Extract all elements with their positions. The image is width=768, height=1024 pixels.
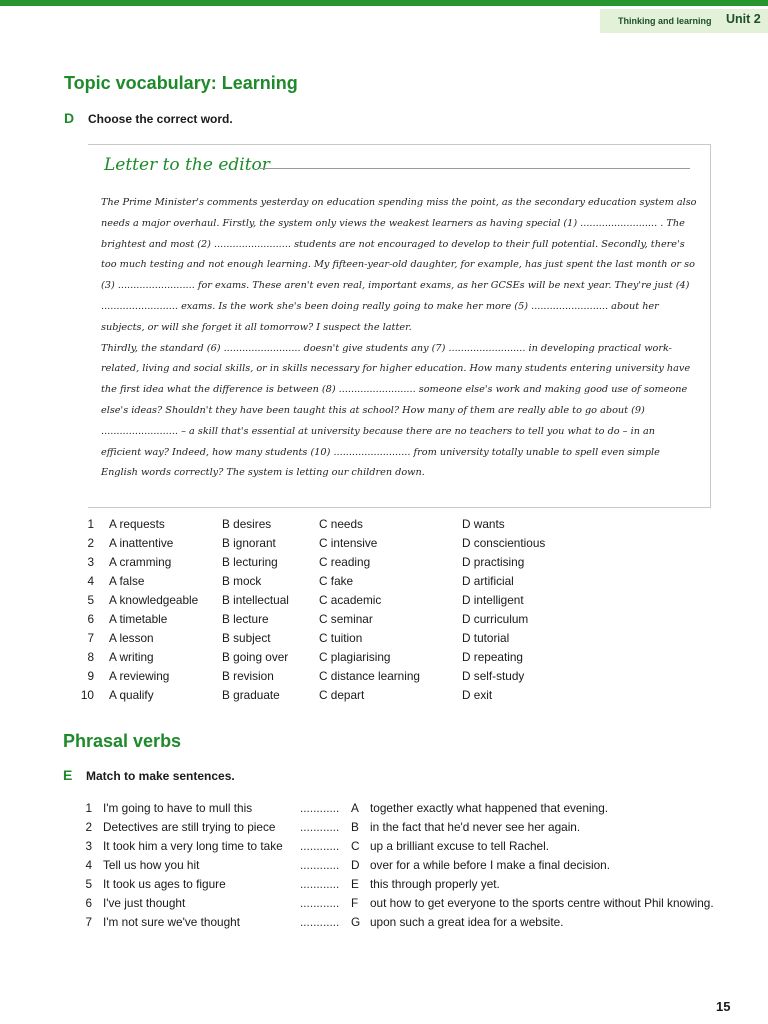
- option-a: A reviewing: [109, 669, 170, 683]
- sentence-ending: upon such a great idea for a website.: [370, 915, 564, 929]
- sentence-start: I'm going to have to mull this: [103, 801, 253, 815]
- option-d: D tutorial: [462, 631, 510, 645]
- option-number: 4: [87, 574, 94, 588]
- answer-blank[interactable]: ............: [300, 915, 340, 929]
- option-a: A knowledgeable: [109, 593, 199, 607]
- unit-header-tab: [600, 9, 768, 33]
- option-c: C reading: [319, 555, 371, 569]
- sentence-ending: in the fact that he'd never see her again.: [370, 820, 581, 834]
- option-b: B subject: [222, 631, 271, 645]
- sentence-start: I'm not sure we've thought: [103, 915, 240, 929]
- option-c: C academic: [319, 593, 382, 607]
- ending-letter: G: [351, 915, 361, 929]
- exercise-d-letter: D: [64, 110, 75, 126]
- option-a: A cramming: [109, 555, 172, 569]
- unit-label: Unit 2: [726, 12, 761, 26]
- option-b: B mock: [222, 574, 262, 588]
- option-c: C seminar: [319, 612, 373, 626]
- sentence-ending: out how to get everyone to the sports centre without Phil knowing.: [370, 896, 714, 910]
- letter-heading-rule: [260, 168, 690, 169]
- option-b: B ignorant: [222, 536, 276, 550]
- ending-letter: A: [351, 801, 359, 815]
- top-accent-bar: [0, 0, 768, 6]
- match-number: 3: [85, 839, 92, 853]
- option-c: C needs: [319, 517, 363, 531]
- ending-letter: B: [351, 820, 359, 834]
- option-c: C distance learning: [319, 669, 420, 683]
- option-b: B going over: [222, 650, 289, 664]
- option-d: D curriculum: [462, 612, 529, 626]
- option-a: A inattentive: [109, 536, 174, 550]
- match-number: 1: [85, 801, 92, 815]
- exercise-e-letter: E: [63, 767, 73, 783]
- option-number: 2: [87, 536, 94, 550]
- page-number: 15: [716, 999, 731, 1014]
- option-a: A timetable: [109, 612, 168, 626]
- option-c: C tuition: [319, 631, 363, 645]
- letter-paragraph: The Prime Minister's comments yesterday on education spending miss the point, as the secondary education system also needs a major overhaul. Firstly, the system only views the weakest learners as having special (1) ......................... . The brightest and most (2) ......................... students are not encouraged to develop to their full potential. Secondly, there's too much testing and not enough learning. My fifteen-year-old daughter, for example, has just spent the last month or so (3) ......................... for exams. These aren't even real, important exams, as her GCSEs will be next year. They're just (4) ......................... exams. Is the work she's been doing really going to make her more (5) ......................... about her subjects, or will she forget it all tomorrow? I suspect the latter.: [101, 197, 697, 333]
- option-number: 10: [80, 688, 94, 702]
- option-a: A requests: [109, 517, 165, 531]
- option-b: B desires: [222, 517, 272, 531]
- match-number: 7: [85, 915, 92, 929]
- ending-letter: D: [351, 858, 360, 872]
- option-d: D repeating: [462, 650, 523, 664]
- option-c: C depart: [319, 688, 365, 702]
- option-b: B lecture: [222, 612, 269, 626]
- match-number: 5: [85, 877, 92, 891]
- option-d: D conscientious: [462, 536, 546, 550]
- option-c: C intensive: [319, 536, 378, 550]
- option-number: 1: [87, 517, 94, 531]
- option-number: 7: [87, 631, 94, 645]
- answer-blank[interactable]: ............: [300, 801, 340, 815]
- letter-heading: Letter to the editor: [104, 155, 270, 175]
- option-a: A writing: [109, 650, 154, 664]
- ending-letter: F: [351, 896, 359, 910]
- option-number: 9: [87, 669, 94, 683]
- ending-letter: E: [351, 877, 359, 891]
- option-a: A qualify: [109, 688, 154, 702]
- letter-box: [88, 144, 711, 508]
- option-number: 3: [87, 555, 94, 569]
- answer-blank[interactable]: ............: [300, 820, 340, 834]
- option-number: 8: [87, 650, 94, 664]
- option-c: C plagiarising: [319, 650, 391, 664]
- sentence-ending: together exactly what happened that evening.: [370, 801, 609, 815]
- sentence-ending: this through properly yet.: [370, 877, 500, 891]
- section-title: Thinking and learning: [618, 16, 712, 26]
- match-number: 4: [85, 858, 92, 872]
- match-number: 6: [85, 896, 92, 910]
- option-a: A lesson: [109, 631, 154, 645]
- letter-paragraph: Thirdly, the standard (6) ......................... doesn't give students any (7) ......................... in developing practical work-related, living and social skills, or in skills necessary for higher education. How many students entering university have the first idea what the difference is between (8) ......................... someone else's work and making good use of someone else's ideas? Shouldn't they have been taught this at school? How many of them are really able to go about (9) ......................... – a skill that's essential at university because there are no teachers to tell you what to do – in an efficient way? Indeed, how many students (10) ......................... from university totally unable to spell even simple English words correctly? The system is letting our children down.: [101, 342, 691, 479]
- letter-body: [101, 193, 697, 484]
- option-d: D wants: [462, 517, 505, 531]
- sentence-start: It took him a very long time to take: [103, 839, 283, 853]
- exercise-e-instruction: Match to make sentences.: [86, 769, 235, 783]
- vocab-section-heading: Topic vocabulary: Learning: [64, 73, 298, 93]
- option-number: 5: [87, 593, 94, 607]
- answer-blank[interactable]: ............: [300, 858, 340, 872]
- option-a: A false: [109, 574, 145, 588]
- exercise-d-instruction: Choose the correct word.: [88, 112, 233, 126]
- option-number: 6: [87, 612, 94, 626]
- option-b: B graduate: [222, 688, 280, 702]
- option-d: D practising: [462, 555, 525, 569]
- option-d: D self-study: [462, 669, 525, 683]
- phrasal-section-heading: Phrasal verbs: [63, 731, 182, 751]
- option-d: D exit: [462, 688, 493, 702]
- answer-blank[interactable]: ............: [300, 877, 340, 891]
- option-d: D intelligent: [462, 593, 524, 607]
- sentence-start: Detectives are still trying to piece: [103, 820, 276, 834]
- sentence-ending: up a brilliant excuse to tell Rachel.: [370, 839, 550, 853]
- option-c: C fake: [319, 574, 354, 588]
- option-b: B revision: [222, 669, 274, 683]
- sentence-start: Tell us how you hit: [103, 858, 200, 872]
- sentence-ending: over for a while before I make a final decision.: [370, 858, 610, 872]
- match-number: 2: [85, 820, 92, 834]
- sentence-start: I've just thought: [103, 896, 186, 910]
- option-b: B intellectual: [222, 593, 289, 607]
- sentence-start: It took us ages to figure: [103, 877, 226, 891]
- option-b: B lecturing: [222, 555, 278, 569]
- answer-blank[interactable]: ............: [300, 896, 340, 910]
- option-d: D artificial: [462, 574, 514, 588]
- ending-letter: C: [351, 839, 360, 853]
- answer-blank[interactable]: ............: [300, 839, 340, 853]
